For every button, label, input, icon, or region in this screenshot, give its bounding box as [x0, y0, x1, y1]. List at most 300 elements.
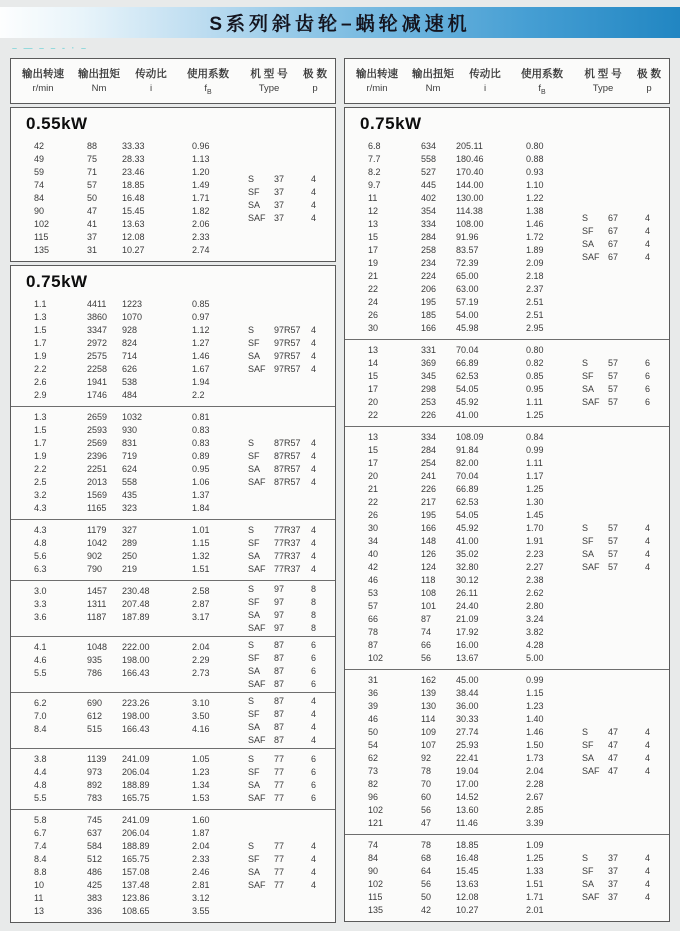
- table-row: [11, 311, 335, 324]
- model-size: 87: [274, 708, 285, 719]
- ratio-cell: 10.27: [122, 245, 145, 256]
- factor-cell: 1.09: [526, 840, 544, 851]
- ratio-cell: 66.89: [456, 358, 479, 369]
- model-group: [248, 840, 327, 892]
- table-row: [345, 778, 669, 791]
- model-size: 97: [274, 596, 285, 607]
- model-row: [582, 370, 661, 383]
- torque-cell: 64: [421, 866, 432, 877]
- model-code: SF: [248, 596, 260, 607]
- data-block: [11, 519, 335, 580]
- model-code: SA: [248, 464, 261, 475]
- model-code: SF: [248, 708, 260, 719]
- factor-cell: 3.24: [526, 614, 544, 625]
- factor-cell: 1.71: [192, 193, 210, 204]
- model-size: 37: [274, 199, 285, 210]
- table-row: [11, 411, 335, 424]
- table-row: [345, 283, 669, 296]
- column-subheader: Type: [258, 83, 280, 94]
- pole-count: 4: [311, 564, 317, 575]
- ratio-cell: 12.08: [456, 892, 479, 903]
- torque-cell: 1941: [87, 377, 108, 388]
- model-code: S: [248, 525, 255, 536]
- torque-cell: 166: [421, 323, 437, 334]
- model-row: [582, 891, 661, 904]
- table-row: [11, 489, 335, 502]
- factor-cell: 3.39: [526, 818, 544, 829]
- model-row: [248, 707, 327, 720]
- torque-cell: 892: [87, 780, 103, 791]
- ratio-cell: 241.09: [122, 754, 150, 765]
- power-rating-title: 0.75kW: [26, 271, 88, 291]
- column-subheader: Type: [592, 83, 614, 94]
- table-row: [11, 298, 335, 311]
- speed-cell: 1.1: [34, 299, 47, 310]
- factor-cell: 0.96: [192, 141, 210, 152]
- model-row: [582, 250, 661, 263]
- speed-cell: 5.6: [34, 551, 47, 562]
- model-size: 77: [274, 754, 285, 765]
- ratio-cell: 16.48: [122, 193, 145, 204]
- torque-cell: 126: [421, 549, 437, 560]
- ratio-cell: 831: [122, 438, 138, 449]
- data-block: [345, 426, 669, 669]
- speed-cell: 22: [368, 284, 379, 295]
- factor-cell: 2.51: [526, 297, 544, 308]
- factor-cell: 1.94: [192, 377, 210, 388]
- speed-cell: 20: [368, 397, 379, 408]
- factor-cell: 1.60: [192, 815, 210, 826]
- ratio-cell: 11.46: [456, 818, 478, 829]
- ratio-cell: 165.75: [122, 854, 150, 865]
- factor-cell: 1.33: [526, 866, 544, 877]
- model-code: SF: [248, 538, 260, 549]
- ratio-cell: 1032: [122, 412, 143, 423]
- speed-cell: 84: [34, 193, 45, 204]
- torque-cell: 2013: [87, 477, 108, 488]
- torque-cell: 74: [421, 627, 432, 638]
- ratio-cell: 12.08: [122, 232, 145, 243]
- table-row: [345, 457, 669, 470]
- table-row: [345, 153, 669, 166]
- torque-cell: 75: [87, 154, 98, 165]
- model-size: 87R57: [274, 438, 301, 449]
- factor-cell: 1.17: [526, 471, 544, 482]
- model-size: 57: [608, 358, 619, 369]
- torque-cell: 206: [421, 284, 437, 295]
- ratio-cell: 928: [122, 325, 138, 336]
- model-row: [582, 211, 661, 224]
- factor-cell: 1.73: [526, 753, 544, 764]
- power-section: [344, 107, 670, 922]
- model-row: [248, 172, 327, 185]
- speed-cell: 82: [368, 779, 379, 790]
- table-row: [345, 626, 669, 639]
- speed-cell: 62: [368, 753, 379, 764]
- ratio-cell: 435: [122, 490, 138, 501]
- torque-cell: 130: [421, 701, 437, 712]
- factor-cell: 1.49: [192, 180, 210, 191]
- pole-count: 4: [311, 721, 317, 732]
- model-code: SAF: [248, 564, 266, 575]
- torque-cell: 3860: [87, 312, 108, 323]
- torque-cell: 515: [87, 724, 103, 735]
- model-size: 67: [608, 238, 619, 249]
- torque-cell: 2396: [87, 451, 108, 462]
- factor-cell: 2.2: [192, 390, 205, 401]
- table-row: [345, 309, 669, 322]
- model-row: [248, 720, 327, 733]
- table-row: [11, 244, 335, 257]
- model-size: 57: [608, 371, 619, 382]
- speed-cell: 20: [368, 471, 379, 482]
- pole-count: 4: [645, 251, 651, 262]
- speed-cell: 102: [34, 219, 50, 230]
- column-header: 机 型 号: [584, 68, 622, 80]
- factor-cell: 3.10: [192, 698, 210, 709]
- speed-cell: 3.3: [34, 599, 47, 610]
- ratio-cell: 17.00: [456, 779, 479, 790]
- table-row: [345, 791, 669, 804]
- torque-cell: 634: [421, 141, 437, 152]
- model-size: 87R57: [274, 477, 301, 488]
- torque-cell: 31: [87, 245, 98, 256]
- ratio-cell: 123.86: [122, 893, 150, 904]
- speed-cell: 2.5: [34, 477, 47, 488]
- torque-cell: 584: [87, 841, 103, 852]
- model-code: S: [582, 358, 589, 369]
- factor-cell: 0.83: [192, 425, 210, 436]
- speed-cell: 50: [368, 727, 379, 738]
- pole-count: 8: [311, 609, 317, 620]
- factor-cell: 1.27: [192, 338, 210, 349]
- model-row: [248, 677, 327, 690]
- torque-cell: 70: [421, 779, 432, 790]
- torque-cell: 512: [87, 854, 103, 865]
- speed-cell: 4.1: [34, 642, 47, 653]
- factor-cell: 0.80: [526, 141, 544, 152]
- model-code: S: [248, 841, 255, 852]
- factor-cell: 2.27: [526, 562, 544, 573]
- ratio-cell: 62.53: [456, 371, 479, 382]
- data-block: [345, 339, 669, 426]
- pole-count: 4: [311, 867, 317, 878]
- data-block: [11, 136, 335, 261]
- pole-count: 8: [311, 583, 317, 594]
- pole-count: 4: [311, 464, 317, 475]
- torque-cell: 745: [87, 815, 103, 826]
- table-row: [345, 444, 669, 457]
- factor-cell: 1.11: [526, 397, 543, 408]
- factor-cell: 1.25: [526, 484, 544, 495]
- model-code: SA: [248, 199, 261, 210]
- torque-cell: 1179: [87, 525, 107, 536]
- model-row: [248, 664, 327, 677]
- model-size: 47: [608, 740, 619, 751]
- column-header: 输出转速: [356, 68, 398, 80]
- ratio-cell: 114.38: [456, 206, 483, 217]
- ratio-cell: 250: [122, 551, 138, 562]
- speed-cell: 40: [368, 549, 379, 560]
- model-code: S: [248, 754, 255, 765]
- factor-cell: 3.55: [192, 906, 210, 917]
- factor-cell: 1.30: [526, 497, 544, 508]
- table-row: [345, 639, 669, 652]
- ratio-cell: 1223: [122, 299, 143, 310]
- speed-cell: 8.8: [34, 867, 47, 878]
- model-size: 77: [274, 841, 285, 852]
- ratio-cell: 57.19: [456, 297, 479, 308]
- table-row: [11, 376, 335, 389]
- torque-cell: 56: [421, 805, 432, 816]
- model-code: S: [248, 173, 255, 184]
- table-row: [345, 344, 669, 357]
- ratio-cell: 54.05: [456, 384, 479, 395]
- torque-cell: 1569: [87, 490, 108, 501]
- model-row: [248, 694, 327, 707]
- pole-count: 4: [645, 766, 651, 777]
- model-code: SF: [248, 451, 260, 462]
- factor-cell: 1.46: [526, 219, 544, 230]
- table-columns: [0, 58, 680, 923]
- speed-cell: 49: [34, 154, 45, 165]
- ratio-cell: 222.00: [122, 642, 150, 653]
- model-size: 47: [608, 753, 619, 764]
- speed-cell: 2.6: [34, 377, 47, 388]
- factor-cell: 0.97: [192, 312, 210, 323]
- speed-cell: 74: [34, 180, 45, 191]
- torque-cell: 2972: [87, 338, 108, 349]
- ratio-cell: 21.09: [456, 614, 479, 625]
- speed-cell: 1.9: [34, 451, 47, 462]
- factor-cell: 1.70: [526, 523, 544, 534]
- model-row: [248, 437, 327, 450]
- pole-count: 6: [311, 780, 317, 791]
- model-row: [248, 840, 327, 853]
- watermark: – — – – - · –: [12, 43, 89, 53]
- speed-cell: 42: [34, 141, 45, 152]
- factor-cell: 2.29: [192, 655, 210, 666]
- table-row: [345, 483, 669, 496]
- ratio-cell: 83.57: [456, 245, 479, 256]
- torque-cell: 109: [421, 727, 437, 738]
- model-row: [248, 753, 327, 766]
- header-label-row: [11, 59, 335, 82]
- speed-cell: 8.2: [368, 167, 381, 178]
- data-block: [345, 834, 669, 921]
- speed-cell: 1.3: [34, 412, 47, 423]
- pole-count: 4: [311, 173, 317, 184]
- ratio-cell: 187.89: [122, 612, 150, 623]
- ratio-cell: 166.43: [122, 724, 150, 735]
- ratio-cell: 45.00: [456, 675, 479, 686]
- model-group: [582, 852, 661, 904]
- torque-cell: 1048: [87, 642, 108, 653]
- torque-cell: 354: [421, 206, 437, 217]
- factor-cell: 1.91: [526, 536, 544, 547]
- factor-cell: 1.71: [526, 892, 544, 903]
- ratio-cell: 188.89: [122, 780, 150, 791]
- column-subheader: Nm: [91, 83, 107, 94]
- model-size: 87: [274, 734, 285, 745]
- table-row: [345, 652, 669, 665]
- model-code: SF: [248, 767, 260, 778]
- model-row: [582, 522, 661, 535]
- model-row: [248, 324, 327, 337]
- speed-cell: 8.4: [34, 854, 47, 865]
- ratio-cell: 54.05: [456, 510, 479, 521]
- factor-cell: 2.28: [526, 779, 544, 790]
- column-subheader: $f_B$: [538, 83, 546, 96]
- torque-cell: 783: [87, 793, 103, 804]
- model-group: [248, 524, 327, 576]
- torque-cell: 37: [87, 232, 98, 243]
- model-size: 57: [608, 523, 619, 534]
- torque-cell: 3347: [87, 325, 108, 336]
- speed-cell: 1.7: [34, 438, 47, 449]
- speed-cell: 90: [34, 206, 45, 217]
- factor-cell: 2.38: [526, 575, 544, 586]
- speed-cell: 30: [368, 323, 379, 334]
- model-row: [582, 865, 661, 878]
- pole-count: 6: [645, 358, 651, 369]
- torque-cell: 107: [421, 740, 437, 751]
- model-code: SAF: [248, 622, 266, 633]
- ratio-cell: 32.80: [456, 562, 479, 573]
- column-subheader: r/min: [32, 83, 54, 94]
- speed-cell: 4.3: [34, 503, 47, 514]
- data-block: [11, 748, 335, 809]
- factor-cell: 1.82: [192, 206, 210, 217]
- ratio-cell: 38.44: [456, 688, 479, 699]
- ratio-cell: 62.53: [456, 497, 479, 508]
- model-row: [248, 211, 327, 224]
- model-group: [248, 694, 327, 746]
- model-code: SAF: [582, 251, 600, 262]
- factor-cell: 1.87: [192, 828, 210, 839]
- model-row: [582, 852, 661, 865]
- speed-cell: 22: [368, 410, 379, 421]
- ratio-cell: 16.00: [456, 640, 479, 651]
- speed-cell: 15: [368, 445, 379, 456]
- ratio-cell: 327: [122, 525, 138, 536]
- ratio-cell: 170.40: [456, 167, 484, 178]
- model-group: [248, 638, 327, 690]
- speed-cell: 30: [368, 523, 379, 534]
- pole-count: 4: [311, 880, 317, 891]
- factor-cell: 1.10: [526, 180, 544, 191]
- model-size: 77R37: [274, 525, 301, 536]
- speed-cell: 135: [368, 905, 384, 916]
- speed-cell: 54: [368, 740, 379, 751]
- model-size: 57: [608, 397, 619, 408]
- model-row: [248, 638, 327, 651]
- pole-count: 4: [645, 536, 651, 547]
- ratio-cell: 624: [122, 464, 138, 475]
- ratio-cell: 19.04: [456, 766, 479, 777]
- ratio-cell: 219: [122, 564, 138, 575]
- model-size: 97R57: [274, 364, 301, 375]
- table-row: [11, 231, 335, 244]
- model-size: 57: [608, 536, 619, 547]
- model-row: [582, 237, 661, 250]
- torque-cell: 2593: [87, 425, 108, 436]
- torque-cell: 47: [87, 206, 98, 217]
- model-size: 77: [274, 867, 285, 878]
- data-block: [11, 406, 335, 519]
- speed-cell: 15: [368, 232, 379, 243]
- ratio-cell: 70.04: [456, 471, 479, 482]
- speed-cell: 53: [368, 588, 379, 599]
- ratio-cell: 538: [122, 377, 138, 388]
- speed-cell: 22: [368, 497, 379, 508]
- pole-count: 4: [645, 562, 651, 573]
- speed-cell: 102: [368, 653, 384, 664]
- table-row: [11, 502, 335, 515]
- pole-count: 4: [311, 351, 317, 362]
- model-code: SF: [248, 652, 260, 663]
- ratio-cell: 207.48: [122, 599, 150, 610]
- model-group: [248, 753, 327, 805]
- model-code: S: [582, 727, 589, 738]
- header-sub-row: [345, 82, 669, 103]
- model-code: SA: [248, 780, 261, 791]
- column-header: 传动比: [469, 68, 501, 80]
- model-row: [582, 548, 661, 561]
- factor-cell: 3.17: [192, 612, 210, 623]
- factor-cell: 1.72: [526, 232, 544, 243]
- torque-cell: 68: [421, 853, 432, 864]
- model-group: [582, 726, 661, 778]
- factor-cell: 1.45: [526, 510, 544, 521]
- model-code: SA: [582, 384, 595, 395]
- factor-cell: 4.28: [526, 640, 544, 651]
- table-row: [345, 140, 669, 153]
- speed-cell: 7.0: [34, 711, 47, 722]
- model-row: [248, 651, 327, 664]
- pole-count: 4: [645, 523, 651, 534]
- model-code: SAF: [582, 892, 600, 903]
- model-size: 97R57: [274, 351, 301, 362]
- speed-cell: 57: [368, 601, 379, 612]
- speed-cell: 135: [34, 245, 50, 256]
- torque-cell: 1165: [87, 503, 107, 514]
- model-row: [248, 582, 327, 595]
- factor-cell: 1.51: [192, 564, 210, 575]
- factor-cell: 1.15: [192, 538, 210, 549]
- torque-cell: 369: [421, 358, 437, 369]
- ratio-cell: 108.09: [456, 432, 484, 443]
- factor-cell: 1.46: [526, 727, 544, 738]
- factor-cell: 1.12: [192, 325, 210, 336]
- table-row: [345, 817, 669, 830]
- speed-cell: 24: [368, 297, 379, 308]
- speed-cell: 84: [368, 853, 379, 864]
- ratio-cell: 714: [122, 351, 138, 362]
- torque-cell: 527: [421, 167, 437, 178]
- model-code: S: [248, 695, 255, 706]
- table-row: [345, 587, 669, 600]
- ratio-cell: 14.52: [456, 792, 479, 803]
- torque-cell: 253: [421, 397, 437, 408]
- model-code: SA: [582, 879, 595, 890]
- factor-cell: 0.82: [526, 358, 544, 369]
- factor-cell: 1.53: [192, 793, 210, 804]
- factor-cell: 2.85: [526, 805, 544, 816]
- factor-cell: 2.74: [192, 245, 210, 256]
- table-row: [11, 140, 335, 153]
- model-code: SAF: [248, 880, 266, 891]
